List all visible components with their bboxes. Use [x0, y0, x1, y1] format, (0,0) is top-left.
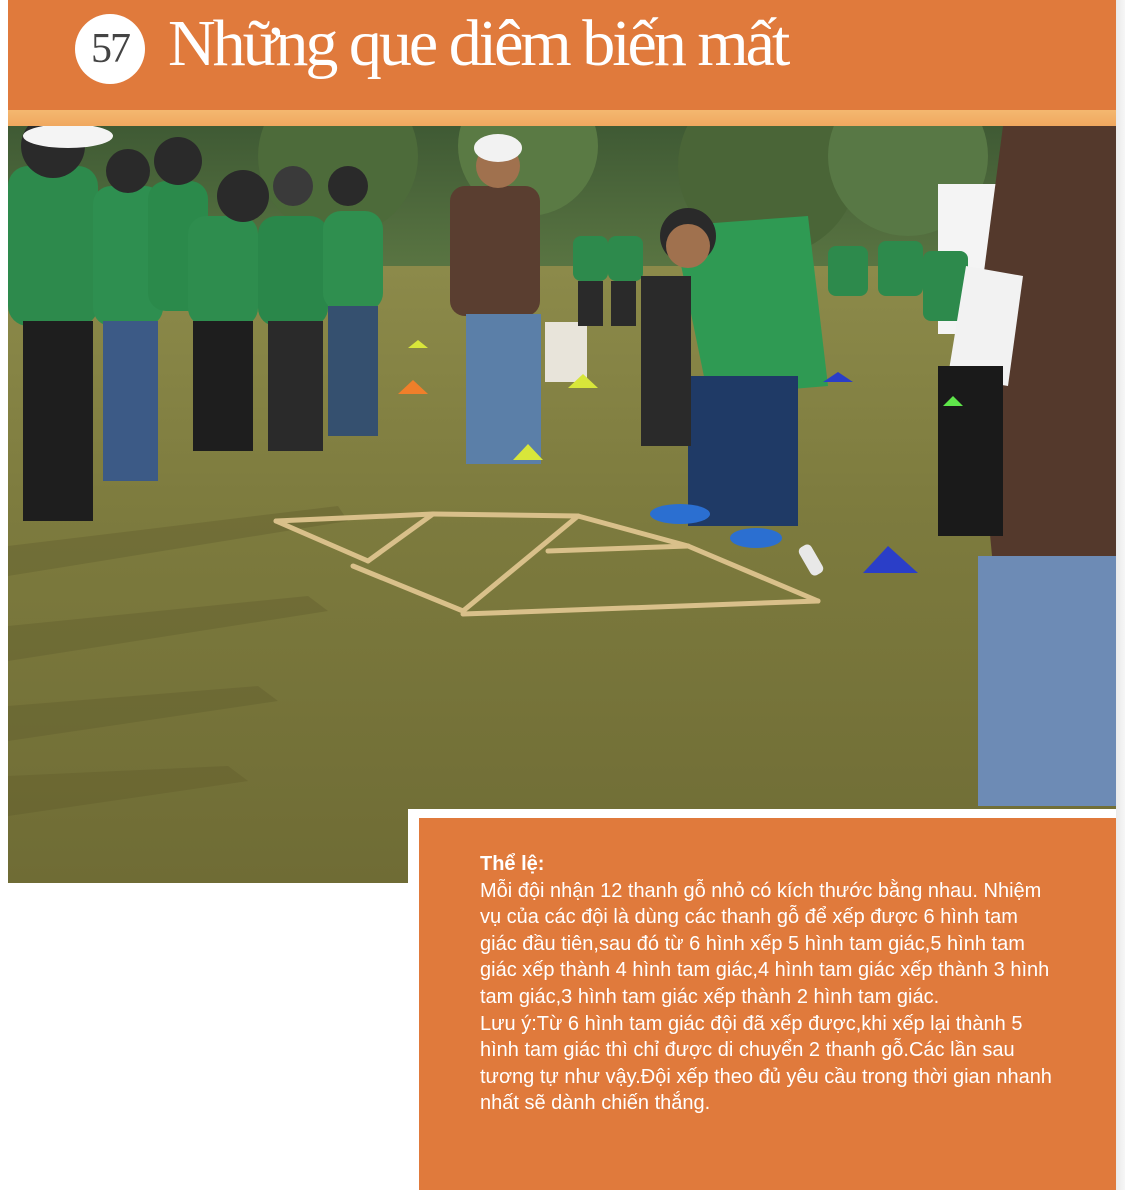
page-title: Những que diêm biến mất: [168, 7, 788, 80]
header-underline: [8, 110, 1116, 126]
rules-heading: Thể lệ:: [480, 853, 545, 875]
page-edge-shadow: [1116, 0, 1125, 1190]
page-blank-area: [8, 883, 418, 1190]
activity-number-badge: 57: [75, 14, 145, 84]
rules-text: [480, 851, 1060, 1117]
rules-body: Mỗi đội nhận 12 thanh gỗ nhỏ có kích thước bằng nhau. Nhiệm vụ của các đội là dùng các thanh gỗ để xếp được 6 hình tam giác đầu tiên,sau đó từ 6 hình xếp 5 hình tam giác,5 hình tam giác xếp thành 4 hình tam giác,4 hình tam giác xếp thành 3 hình tam giác,3 hình tam giác xếp thành 2 hình tam giác.: [480, 879, 1050, 1008]
activity-photo: [8, 126, 1116, 883]
rules-note: Lưu ý:Từ 6 hình tam giác đội đã xếp được,khi xếp lại thành 5 hình tam giác thì chỉ được di chuyển 2 thanh gỗ.Các lần sau tương tự như vậy.Đội xếp theo đủ yêu cầu trong thời gian nhanh nhất sẽ dành chiến thắng.: [480, 1012, 1052, 1115]
